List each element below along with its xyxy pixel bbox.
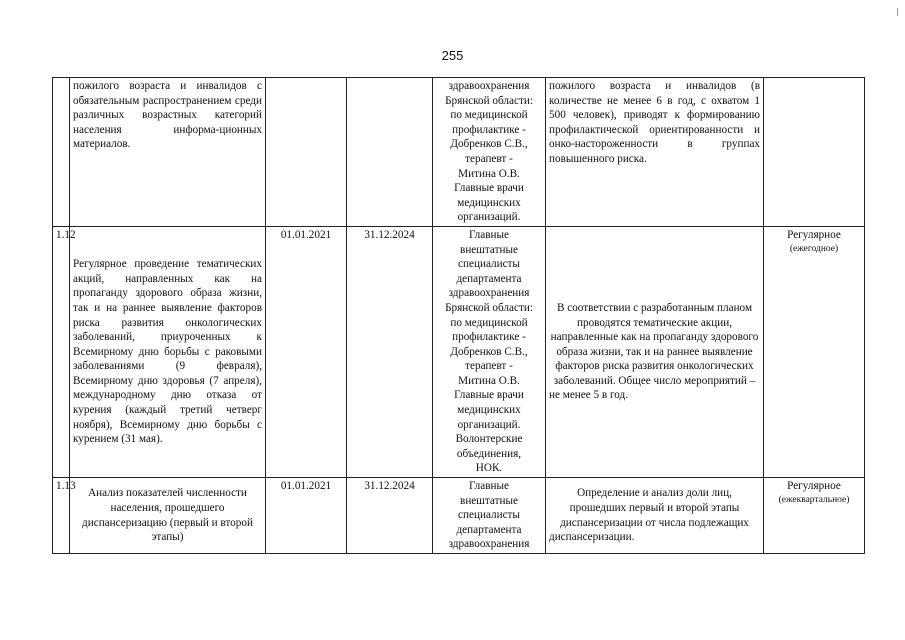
end-date: 31.12.2024 — [347, 478, 433, 554]
responsible-line: по медицинской — [450, 109, 528, 122]
responsible-persons — [433, 226, 546, 477]
responsible-line: профилактике - — [452, 123, 526, 136]
responsible-line: Добренков С.В., — [450, 345, 528, 358]
table-row — [53, 478, 865, 554]
activity-description: Регулярное проведение тематических акций, направленных как на пропаганду здорового образа жизни, так и на раннее выявление факторов риска развития онкологических заболеваний, приуроченных к Всемирному дню борьбы с раковыми заболеваниями (9 февраля), Всемирному дню здоровья (7 апреля), международному дню отказа от курения (каждый третий четверг ноября), Всемирному дню борьбы с курением (31 мая). — [70, 226, 266, 477]
responsible-line: здравоохранения — [448, 538, 530, 551]
table-row — [53, 226, 865, 477]
periodicity — [764, 226, 865, 477]
responsible-line: Волонтерские — [455, 433, 523, 446]
plan-table — [52, 77, 865, 554]
responsible-line: терапевт - — [465, 360, 513, 373]
responsible-line: департамента — [456, 523, 522, 536]
responsible-line: Брянской области: — [445, 301, 533, 314]
responsible-line: Добренков С.В., — [450, 138, 528, 151]
responsible-line: Главные — [469, 228, 509, 241]
responsible-line: специалисты — [458, 509, 520, 522]
responsible-line: НОК. — [475, 462, 503, 475]
responsible-line: внештатные — [460, 494, 518, 507]
activity-description: пожилого возраста и инвалидов с обязательным распространением среди различных возрастных категорий населения информа-ционных материалов. — [70, 78, 266, 227]
responsible-line: медицинских — [457, 404, 521, 417]
periodicity-detail: (ежеквартальное) — [778, 494, 850, 505]
responsible-line: медицинских — [457, 196, 521, 209]
row-number: 1.12 — [53, 226, 70, 477]
responsible-line: Главные — [469, 480, 509, 493]
responsible-line: Главные врачи — [454, 389, 524, 402]
page-edge-mark — [897, 8, 898, 16]
responsible-line: внештатные — [460, 243, 518, 256]
periodicity — [764, 78, 865, 227]
responsible-persons — [433, 78, 546, 227]
responsible-persons — [433, 478, 546, 554]
expected-result: Определение и анализ доли лиц, прошедших первый и второй этапы диспансеризации от числа подлежащих диспансеризации. — [546, 478, 764, 554]
periodicity — [764, 478, 865, 554]
start-date — [266, 78, 347, 227]
periodicity-label: Регулярное — [787, 480, 841, 493]
responsible-line: объединения, — [456, 447, 522, 460]
responsible-line: по медицинской — [450, 316, 528, 329]
responsible-line: Митина О.В. — [458, 167, 520, 180]
page-number: 255 — [441, 48, 464, 63]
responsible-line: терапевт - — [465, 152, 513, 165]
responsible-line: здравоохранения — [448, 287, 530, 300]
table-row — [53, 78, 865, 227]
end-date — [347, 78, 433, 227]
row-number: 1.13 — [53, 478, 70, 554]
responsible-line: специалисты — [458, 258, 520, 271]
start-date: 01.01.2021 — [266, 226, 347, 477]
periodicity-detail: (ежегодное) — [789, 243, 839, 254]
responsible-line: организаций. — [457, 211, 521, 224]
start-date: 01.01.2021 — [266, 478, 347, 554]
expected-result: В соответствии с разработанным планом проводятся тематические акции, направленные как на пропаганду здорового образа жизни, так и на раннее выявление факторов риска развития онкологических заболеваний. Общее число мероприятий – не менее 5 в год. — [546, 226, 764, 477]
responsible-line: Брянской области: — [445, 94, 533, 107]
responsible-line: Главные врачи — [454, 182, 524, 195]
responsible-line: организаций. — [457, 418, 521, 431]
periodicity-label: Регулярное — [787, 228, 841, 241]
responsible-line: здравоохранения — [448, 80, 530, 92]
activity-description: Анализ показателей численности населения, прошедшего диспансеризацию (первый и второй этапы) — [70, 478, 266, 554]
responsible-line: департамента — [456, 272, 522, 285]
end-date: 31.12.2024 — [347, 226, 433, 477]
expected-result: пожилого возраста и инвалидов (в количестве не менее 6 в год, с охватом 1 500 человек), приводят к формированию профилактической ориентированности и онко-настороженности в группах повышенного риска. — [546, 78, 764, 227]
responsible-line: профилактике - — [452, 331, 526, 344]
responsible-line: Митина О.В. — [458, 374, 520, 387]
row-number — [53, 78, 70, 227]
